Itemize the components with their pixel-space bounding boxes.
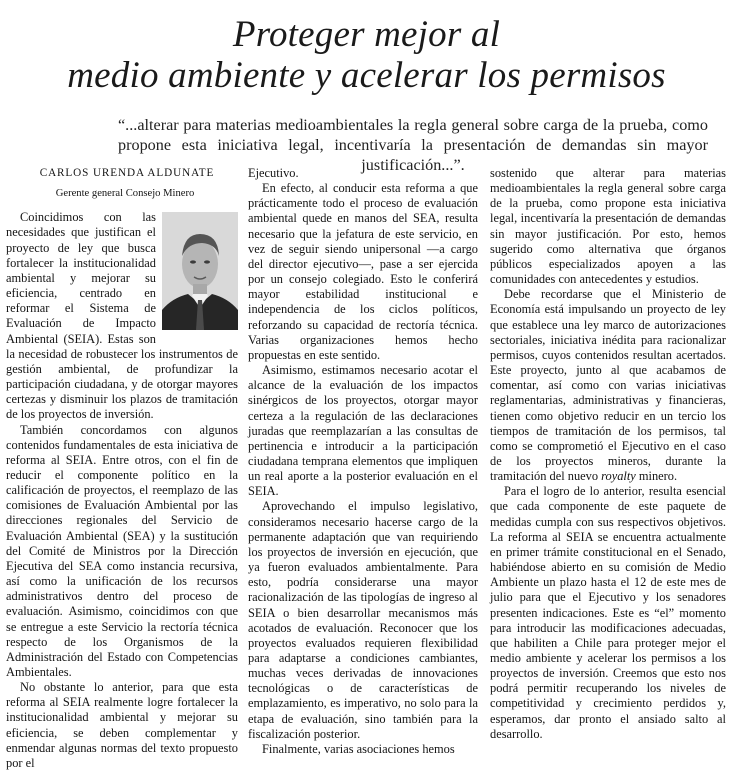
lead-quote: “...alterar para materias medioambientales la regla general sobre carga de la prueba, como propone esta iniciativa legal, incentivaría la presentación de demandas sin mayor justificación...”.: [118, 116, 708, 174]
paragraph: Para el logro de lo anterior, resulta esencial que cada componente de este paquete de medidas cumpla con sus respectivos objetivos. La reforma al SEIA se encuentra actualmente en primer trámite constitucional en el Senado, habiéndose abierto en su comisión de Medio Ambiente un plazo hasta el 12 de este mes de julio para que el Ejecutivo y los senadores presenten indicaciones. Este es “el” momento para introducir las modificaciones adecuadas, que habiliten a Chile para proteger mejor el medio ambiente y acelerar los permisos a los proyectos de inversión. Creemos que esto nos podrá permitir recuperando los niveles de competitividad y crecimiento perdidos y, esperamos, dar pronto el ansiado salto al desarrollo.: [490, 484, 726, 741]
paragraph: Aprovechando el impulso legislativo, consideramos necesario hacerse cargo de la permanente adaptación que van requiriendo los proyectos de inversión en ejecución, que ya fueron evaluados ambientalmente. Para esto, podría considerarse una mayor racionalización de las tipologías de ingreso al SEIA o bien desarrollar mecanismos más acotados de evaluación. Reconocer que los proyectos evaluados requieren flexibilidad para adaptarse a condiciones cambiantes, muchas veces derivadas de innovaciones tecnológicas o de características de emplazamiento, es imperativo, no solo para la etapa de evaluación, sino también para la fiscalización posterior.: [248, 499, 478, 741]
paragraph: Finalmente, varias asociaciones hemos: [262, 741, 455, 756]
paragraph: Ejecutivo.: [248, 166, 299, 180]
paragraph: [6, 210, 238, 422]
author-name: CARLOS URENDA ALDUNATE: [39, 167, 215, 179]
headline-line-2: medio ambiente y acelerar los permisos: [67, 55, 666, 96]
paragraph: sostenido que alterar para materias medioambientales la regla general sobre carga de la prueba, como propone esta iniciativa legal, incentivaría la presentación de demandas sin mayor justificación. Por esto, hemos sugerido como alternativa que órganos públicos especializados apoyen a las comunidades con antecedentes y estudios.: [490, 166, 726, 287]
author-role: Gerente general Consejo Minero: [55, 188, 195, 200]
paragraph: No obstante lo anterior, para que esta reforma al SEIA realmente logre fortalecer la institucionalidad ambiental y mejorar su eficiencia, se deben complementar y enmendar algunas normas del texto propuesto por el: [6, 680, 238, 770]
paragraph-text: Coincidimos con las necesidades que justifican el proyecto de ley que busca fortalecer la institucionalidad ambiental y mejorar su eficiencia, centrado en reformar el Sistema de Evaluación de Impacto Ambiental (SEIA). Estas son la necesidad de robustecer los instrumentos de gestión ambiental, de profundizar la participación ciudadana, y de otorgar mayores certezas y disminuir los plazos de tramitación de los proyectos de inversión.: [6, 210, 238, 422]
paragraph-text: Debe recordarse que el Ministerio de Economía está impulsando un proyecto de ley que establece una ley marco de autorizaciones sectoriales, iniciativa inédita para racionalizar permisos, cuyos contenidos resultan acertados. Este proyecto, junto al que acabamos de comentar, así como con varias iniciativas reglamentarias, administrativas y financieras, tienen como objetivo reducir en un tercio los tiempos de tramitación de los permisos, tal como se comprometió el Ejecutivo en el caso de los proyectos mineros, durante la tramitación del nuevo: [490, 287, 726, 484]
paragraph: [490, 287, 726, 484]
headline-line-1: Proteger mejor al: [232, 14, 501, 55]
column-2: [248, 166, 478, 757]
article-headline: [0, 14, 733, 96]
column-1: [6, 163, 238, 771]
paragraph: Asimismo, estimamos necesario acotar el alcance de la evaluación de los impactos sinérgicos de los proyectos, otorgar mayor certeza a la regulación de las declaraciones juradas que reemplazarían a las consultas de pertinencia e introducir a la participación ciudadana temprana elementos que impliquen un real aporte a la posterior evaluación en el SEIA.: [248, 363, 478, 499]
paragraph: En efecto, al conducir esta reforma a que prácticamente todo el proceso de evaluación ambiental quede en manos del SEA, resulta necesario que la jefatura de este servicio, en vez de seguir siendo unipersonal —a cargo del director ejecutivo—, pase a ser ejercida por un consejo colegiado. Esto le conferirá mayor estabilidad institucional e independencia de los ciclos políticos, reforzando su capacidad de rectoría técnica. Varias organizaciones hemos hecho propuestas en este sentido.: [248, 181, 478, 362]
paragraph-text: minero.: [638, 469, 678, 484]
column-3: [490, 166, 726, 742]
italic-term: royalty: [601, 469, 636, 484]
paragraph: También concordamos con algunos contenidos fundamentales de esta iniciativa de reforma al SEIA. Entre otros, con el fin de reducir el componente político en la calificación de proyectos, el reemplazo de las comisiones de Evaluación Ambiental por las direcciones regionales del Servicio de Evaluación Ambiental (SEA) y la sustitución del Comité de Ministros por la Dirección Ejecutiva del SEA como instancia recursiva, así como la unificación de los recursos administrativos dentro del proceso de evaluación. Asimismo, coincidimos con que se entregue a este Servicio la rectoría técnica respecto de los Organismos de la Administración del Estado con Competencias Ambientales.: [6, 422, 238, 679]
author-photo: [162, 212, 238, 330]
